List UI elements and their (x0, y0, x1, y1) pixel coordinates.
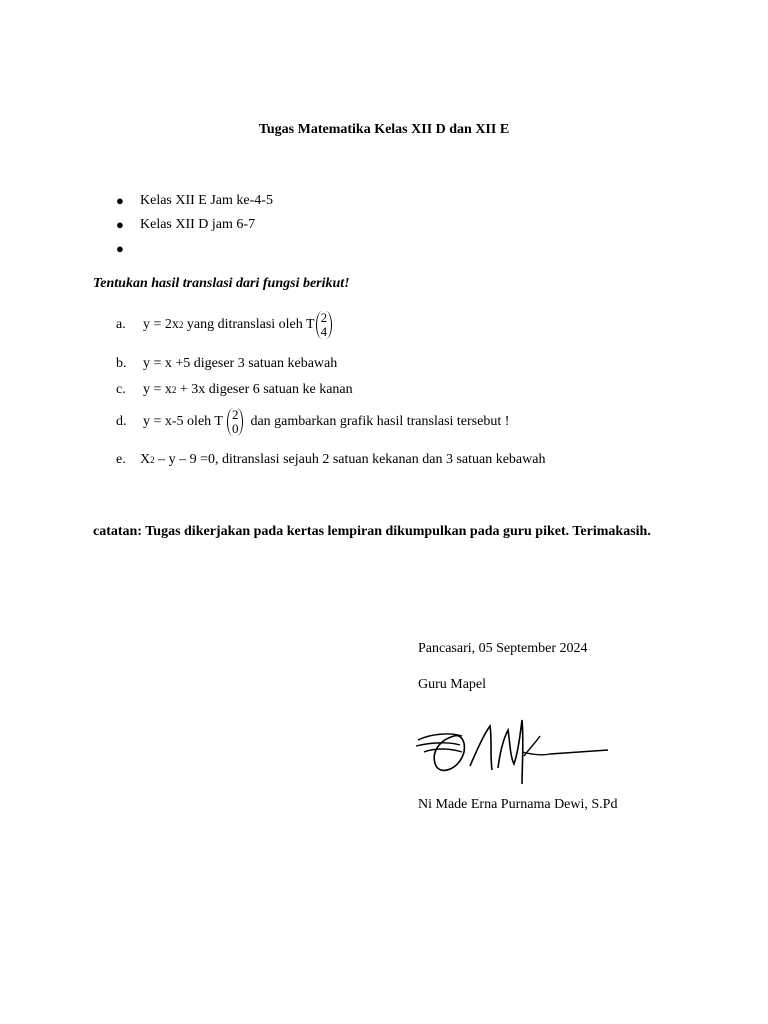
problem-letter: d. (116, 414, 127, 429)
problem-text: yang ditranslasi oleh T (183, 317, 315, 332)
problem-letter: b. (116, 356, 127, 371)
vector-bottom: 4 (320, 324, 328, 339)
signer-role: Guru Mapel (418, 677, 487, 692)
list-item-text: Kelas XII E Jam ke-4-5 (140, 193, 273, 208)
problem-expression: y = x-5 oleh T (143, 414, 223, 429)
problem-expression: y = 2x (143, 317, 179, 332)
signature-image (410, 712, 610, 786)
class-schedule-list (116, 192, 273, 264)
problem-letter: a. (116, 317, 126, 332)
document-title: Tugas Matematika Kelas XII D dan XII E (258, 122, 510, 137)
problem-text: + 3x digeser 6 satuan ke kanan (176, 382, 353, 397)
problem-c: c. y = x 2 + 3x digeser 6 satuan ke kanan (116, 382, 353, 397)
problem-expression: y = x (143, 382, 172, 397)
vector-top: 2 (320, 310, 328, 325)
bullet-icon: ● (116, 217, 124, 232)
list-item-text: Kelas XII D jam 6-7 (140, 217, 256, 232)
signer-name: Ni Made Erna Purnama Dewi, S.Pd (418, 797, 618, 812)
translation-vector (316, 311, 333, 339)
place-date: Pancasari, 05 September 2024 (418, 641, 588, 656)
vector-bottom: 0 (231, 421, 239, 436)
vector-top: 2 (231, 407, 239, 422)
problem-letter: c. (116, 382, 126, 397)
problem-b (116, 356, 337, 372)
problem-e: e. X 2 – y – 9 =0, ditranslasi sejauh 2 satuan kekanan dan 3 satuan kebawah (116, 452, 546, 467)
bullet-icon: ● (116, 241, 124, 256)
list-item (116, 240, 273, 264)
translation-vector (227, 408, 244, 436)
note-text: catatan: Tugas dikerjakan pada kertas lempiran dikumpulkan pada guru piket. Terimakasih. (93, 524, 651, 539)
instruction-text: Tentukan hasil translasi dari fungsi berikut! (93, 276, 350, 291)
problem-d (116, 408, 509, 436)
problem-text: dan gambarkan grafik hasil translasi tersebut ! (250, 414, 510, 429)
problem-a: a. y = 2x 2 yang ditranslasi oleh T 2 4 (116, 311, 333, 339)
list-item (116, 192, 273, 216)
problem-letter: e. (116, 452, 126, 467)
problem-expression: X (140, 452, 151, 467)
problem-text: y = x +5 digeser 3 satuan kebawah (143, 356, 338, 371)
list-item (116, 216, 273, 240)
bullet-icon: ● (116, 193, 124, 208)
problem-text: – y – 9 =0, ditranslasi sejauh 2 satuan kekanan dan 3 satuan kebawah (154, 452, 546, 467)
